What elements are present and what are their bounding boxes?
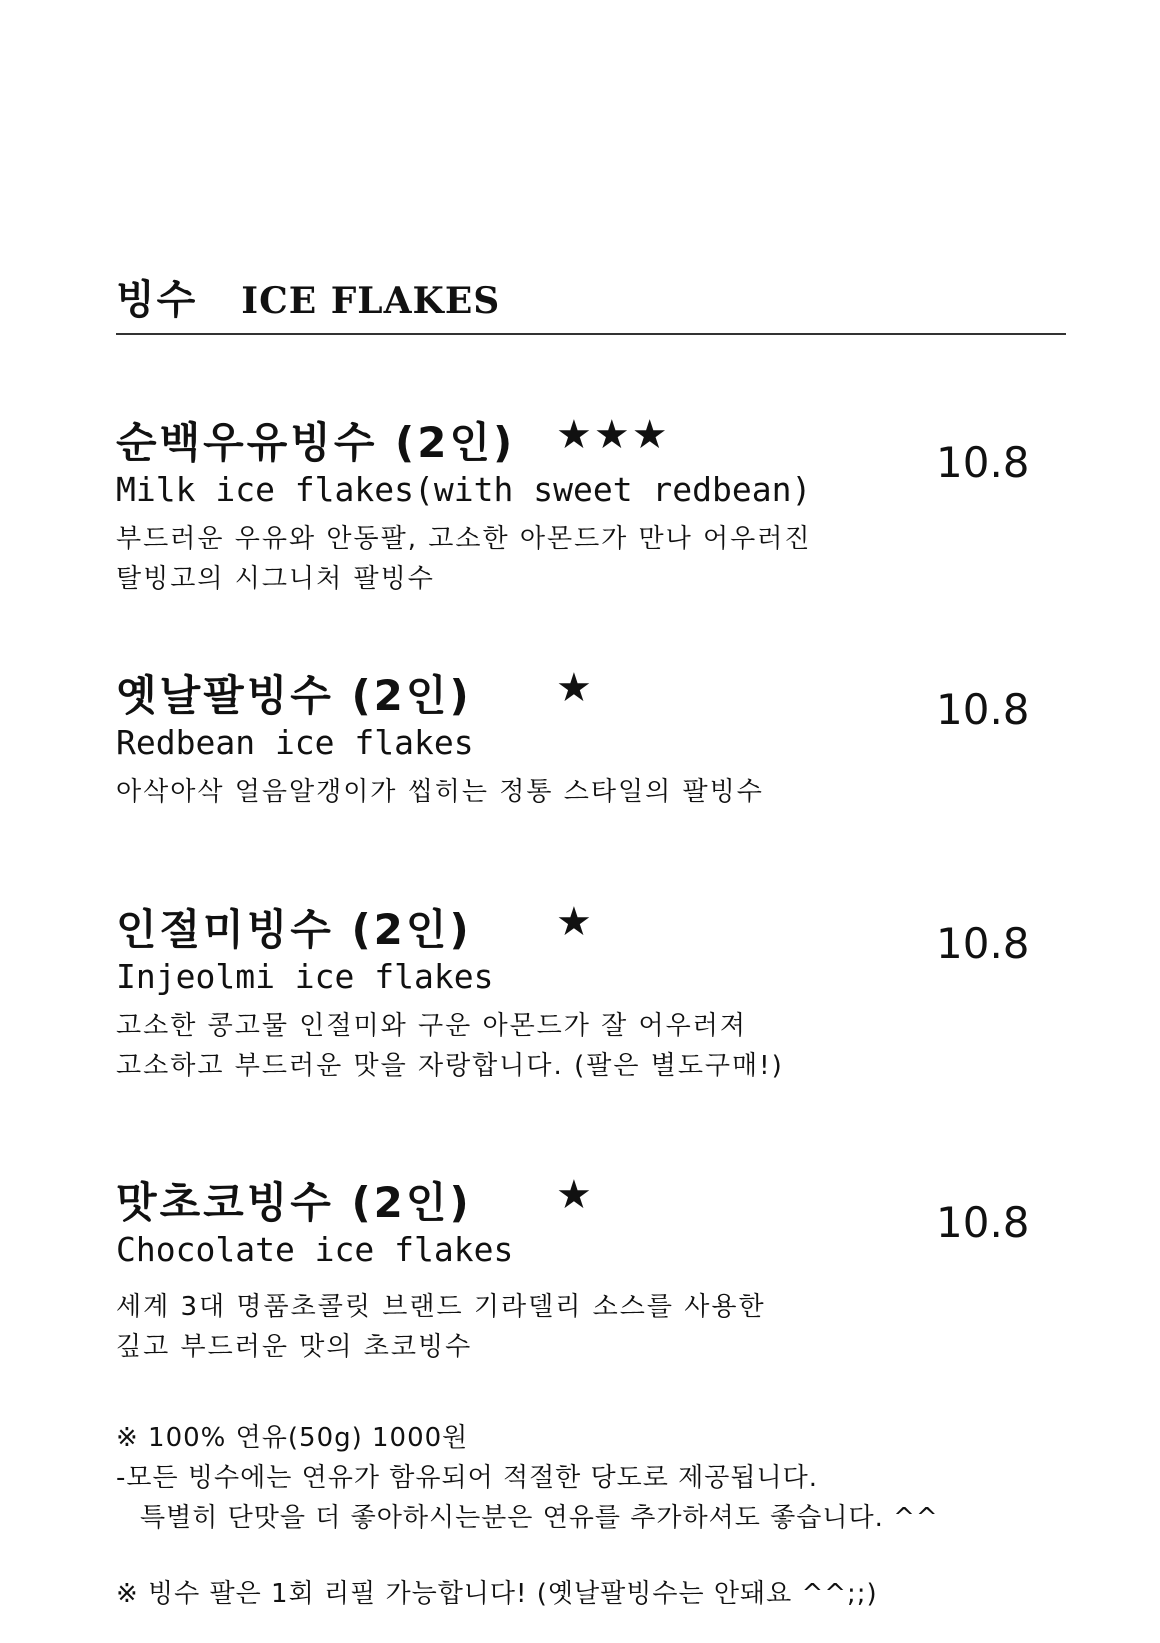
menu-notes [116,1418,1056,1614]
section-header [116,268,500,324]
item-rating-stars: ★ [556,899,594,945]
item-description [116,1287,1066,1367]
item-name: 옛날팔빙수 (2인) [116,671,472,720]
item-price: 10.8 [936,685,1030,734]
refill-note: ※ 빙수 팔은 1회 리필 가능합니다! (옛날팔빙수는 안돼요 ^^;;) [116,1579,878,1609]
item-description-line: 고소하고 부드러운 맛을 자랑합니다. (팔은 별도구매!) [116,1051,784,1081]
header-divider [116,333,1066,335]
menu-item-milk-ice-flakes [116,410,1066,599]
section-title-korean: 빙수 [116,277,198,323]
item-name-english: Redbean ice flakes [116,723,474,762]
item-name: 맛초코빙수 (2인) [116,1178,472,1227]
item-description-line: 아삭아삭 얼음알갱이가 씹히는 정통 스타일의 팔빙수 [116,777,764,807]
condensed-milk-info-cont: 특별히 단맛을 더 좋아하시는분은 연유를 추가하셔도 좋습니다. ^^ [140,1503,939,1533]
item-description-line: 깊고 부드러운 맛의 초코빙수 [116,1332,473,1362]
menu-item-chocolate-ice-flakes [116,1170,1066,1367]
item-name-english: Milk ice flakes(with sweet redbean) [116,470,812,509]
condensed-milk-info: -모든 빙수에는 연유가 함유되어 적절한 당도로 제공됩니다. [116,1463,819,1493]
item-price: 10.8 [936,438,1030,487]
item-description [116,772,1066,812]
item-description-line: 부드러운 우유와 안동팔, 고소한 아몬드가 만나 어우러진 [116,524,812,554]
item-rating-stars: ★ [556,665,594,711]
item-description [116,1006,1066,1086]
item-name: 순백우유빙수 (2인) [116,418,516,467]
item-price: 10.8 [936,919,1030,968]
item-rating-stars: ★★★ [556,412,670,458]
item-description-line: 고소한 콩고물 인절미와 구운 아몬드가 잘 어우러져 [116,1011,748,1041]
item-price: 10.8 [936,1198,1030,1247]
menu-item-injeolmi-ice-flakes [116,897,1066,1086]
item-name: 인절미빙수 (2인) [116,905,472,954]
section-title-english: ICE FLAKES [241,280,501,322]
item-name-english: Chocolate ice flakes [116,1230,514,1269]
menu-item-redbean-ice-flakes [116,663,1066,812]
condensed-milk-note: ※ 100% 연유(50g) 1000원 [116,1423,469,1453]
item-description [116,519,1066,599]
item-rating-stars: ★ [556,1172,594,1218]
item-name-english: Injeolmi ice flakes [116,957,494,996]
item-description-line: 탈빙고의 시그니처 팔빙수 [116,564,435,594]
item-description-line: 세계 3대 명품초콜릿 브랜드 기라델리 소스를 사용한 [116,1292,766,1322]
